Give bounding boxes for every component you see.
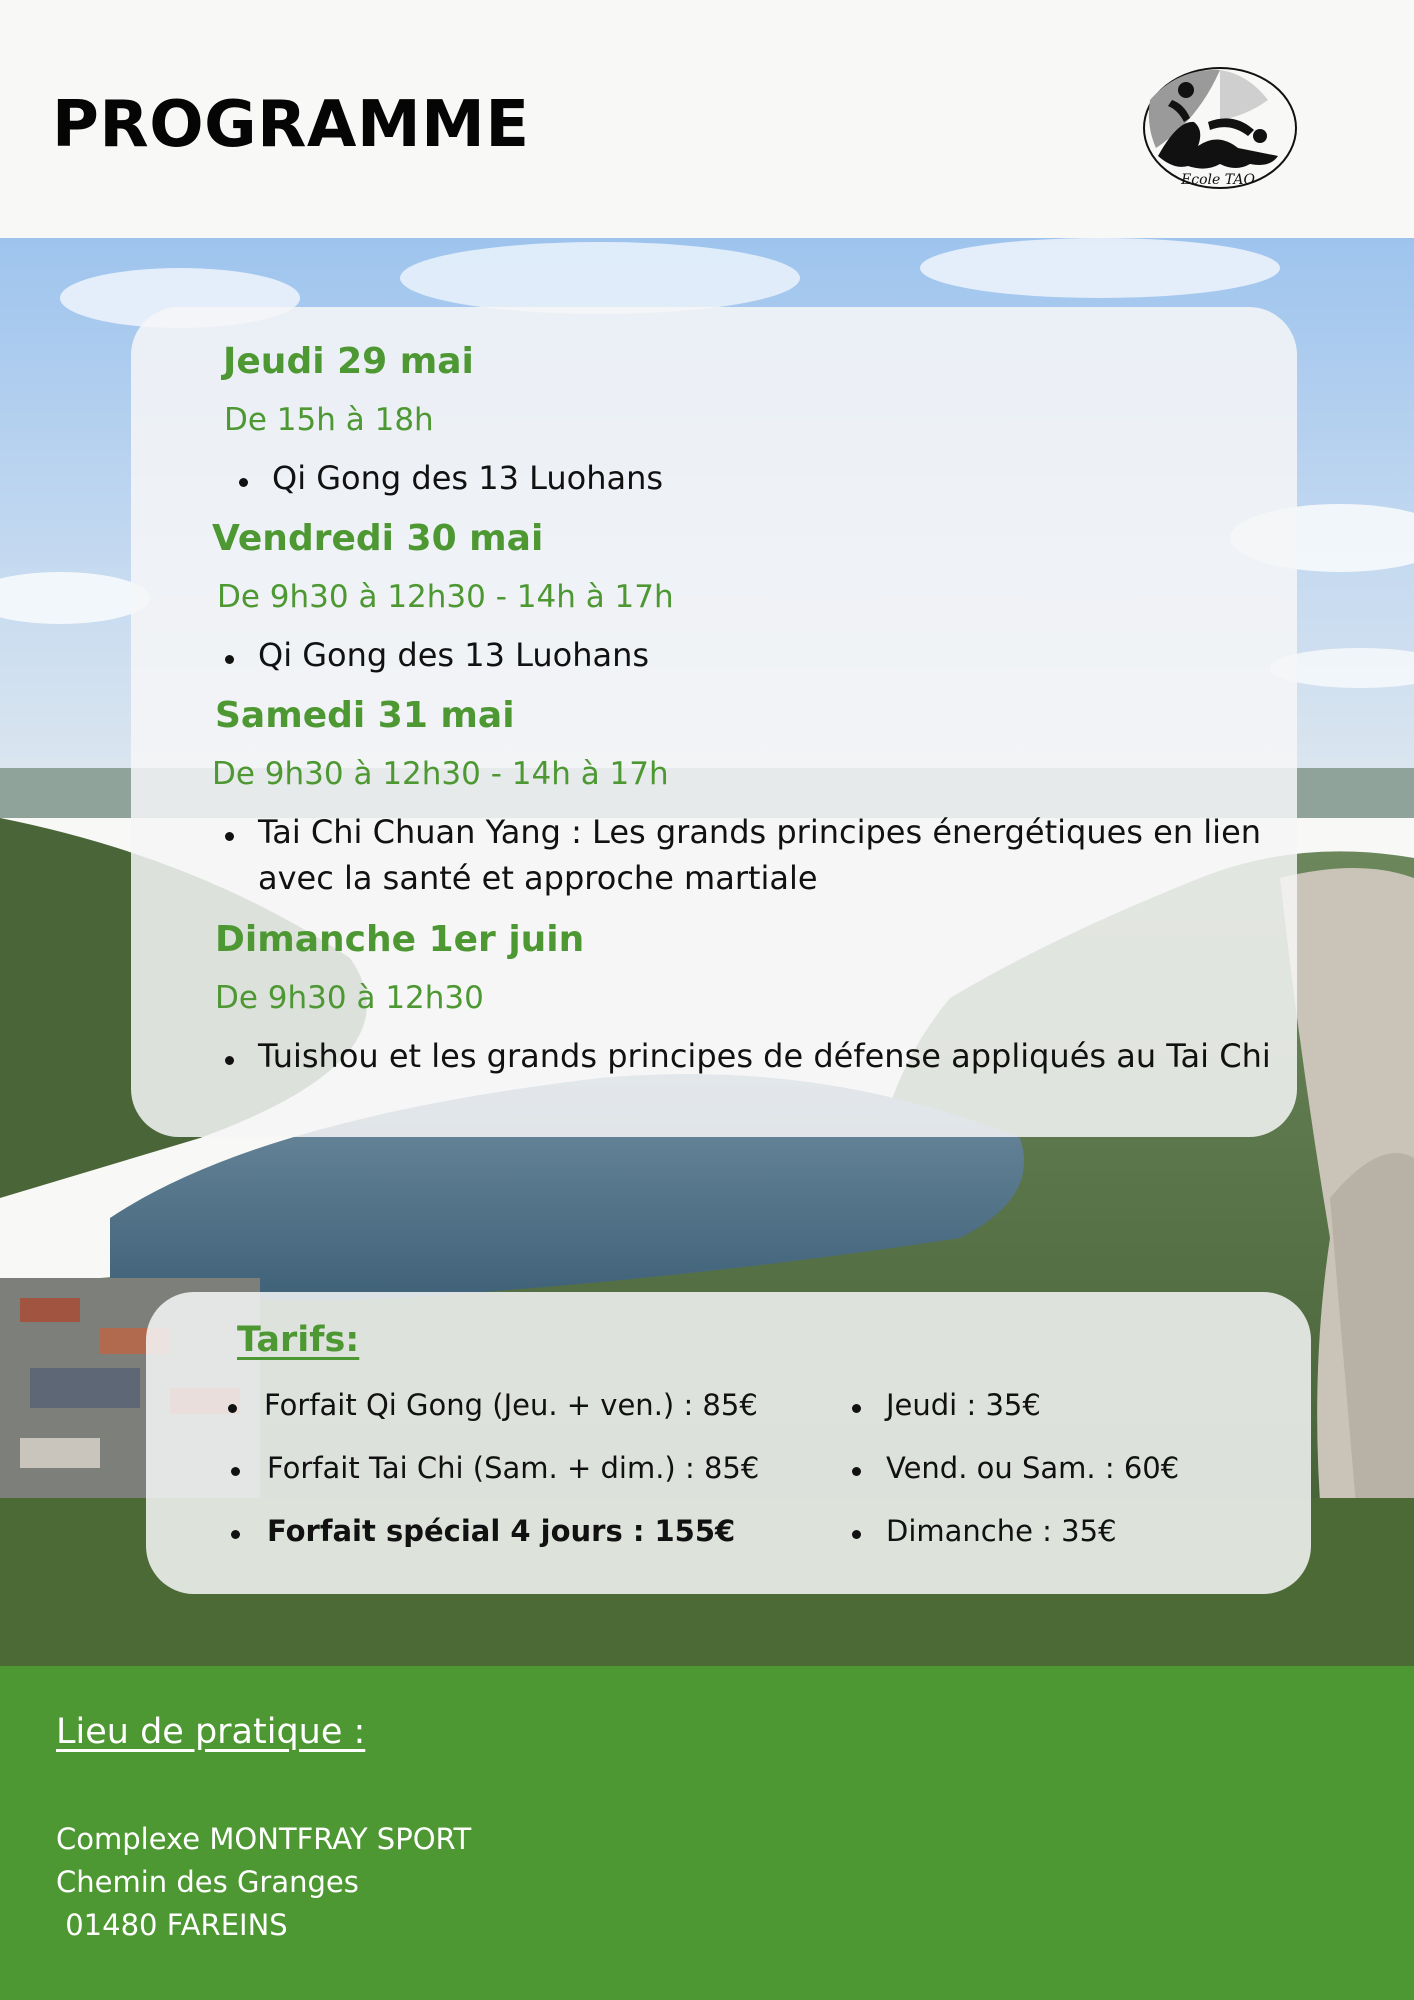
bullet (231, 1530, 240, 1539)
bullet (225, 1056, 234, 1065)
page-title: PROGRAMME (52, 88, 530, 162)
day-time: De 9h30 à 12h30 - 14h à 17h (217, 579, 674, 615)
bullet (228, 1404, 237, 1413)
tarif-item: Jeudi : 35€ (886, 1388, 1041, 1422)
bullet (239, 478, 248, 487)
location-footer (0, 1666, 1414, 2000)
tarifs-title: Tarifs: (237, 1320, 360, 1360)
bullet (852, 1530, 861, 1539)
day-heading: Jeudi 29 mai (223, 341, 474, 382)
tarif-item: Dimanche : 35€ (886, 1514, 1117, 1548)
address-line: 01480 FAREINS (56, 1908, 288, 1942)
activity-item-continued: avec la santé et approche martiale (258, 859, 818, 897)
activity-item: Tuishou et les grands principes de défense appliqués au Tai Chi (258, 1037, 1271, 1075)
program-panel (131, 307, 1297, 1137)
activity-item: Tai Chi Chuan Yang : Les grands principes énergétiques en lien (258, 813, 1262, 851)
day-time: De 9h30 à 12h30 - 14h à 17h (212, 756, 669, 792)
tarif-item: Vend. ou Sam. : 60€ (886, 1451, 1180, 1485)
day-heading: Dimanche 1er juin (215, 919, 585, 960)
tarif-item-special: Forfait spécial 4 jours : 155€ (267, 1514, 736, 1548)
activity-item: Qi Gong des 13 Luohans (272, 459, 664, 497)
day-heading: Vendredi 30 mai (212, 518, 544, 559)
header (0, 0, 1414, 238)
address-line: Complexe MONTFRAY SPORT (56, 1822, 472, 1856)
tarif-item: Forfait Qi Gong (Jeu. + ven.) : 85€ (264, 1388, 758, 1422)
bullet (231, 1467, 240, 1476)
tarifs-panel (146, 1292, 1311, 1594)
bullet (852, 1467, 861, 1476)
ecole-tao-logo (1138, 60, 1298, 192)
day-heading: Samedi 31 mai (215, 695, 515, 736)
bullet (225, 832, 234, 841)
day-time: De 9h30 à 12h30 (215, 980, 484, 1016)
logo-text: Ecole TAO (1181, 172, 1255, 188)
address-line: Chemin des Granges (56, 1865, 359, 1899)
activity-item: Qi Gong des 13 Luohans (258, 636, 650, 674)
bullet (225, 655, 234, 664)
tarif-item: Forfait Tai Chi (Sam. + dim.) : 85€ (267, 1451, 760, 1485)
bullet (852, 1404, 861, 1413)
location-title: Lieu de pratique : (56, 1712, 366, 1752)
day-time: De 15h à 18h (224, 402, 434, 438)
